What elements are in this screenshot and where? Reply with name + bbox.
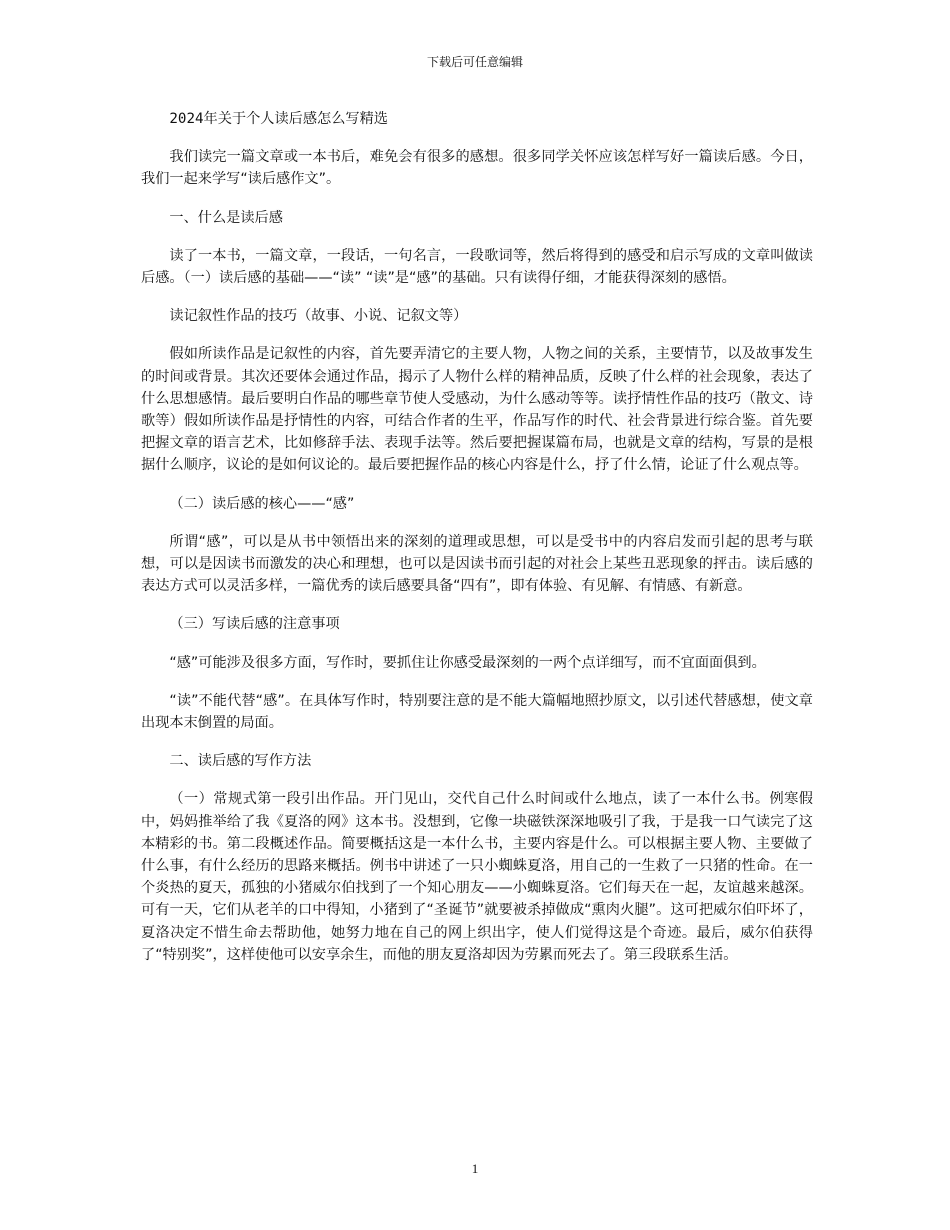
paragraph-method-conventional: （一）常规式第一段引出作品。开门见山，交代自己什么时间或什么地点，读了一本什么书。例寒假中，妈妈推举给了我《夏洛的网》这本书。没想到，它像一块磁铁深深地吸引了我，于是我一口气读完了这本精彩的书。第二段概述作品。简要概括这是一本什么书，主要内容是什么。可以根据主要人物、主要做了什么事，有什么经历的思路来概括。例书中讲述了一只小蜘蛛夏洛，用自己的一生救了一只猪的性命。在一个炎热的夏天，孤独的小猪威尔伯找到了一个知心朋友——小蜘蛛夏洛。它们每天在一起，友谊越来越深。可有一天，它们从老羊的口中得知，小猪到了“圣诞节”就要被杀掉做成“熏肉火腿”。这可把威尔伯吓坏了，夏洛决定不惜生命去帮助他，她努力地在自己的网上织出字，使人们觉得这是个奇迹。最后，威尔伯获得了“特别奖”，这样使他可以安享余生，而他的朋友夏洛却因为劳累而死去了。第三段联系生活。: [141, 791, 813, 963]
paragraph-note-focus: “感”可能涉及很多方面，写作时，要抓住让你感受最深刻的一两个点详细写，而不宜面面俱到。: [169, 654, 766, 671]
page-header: 下载后可任意编辑: [426, 55, 523, 69]
document-title: 2024年关于个人读后感怎么写精选: [169, 111, 388, 127]
paragraph-note-reading: “读”不能代替“感”。在具体写作时，特别要注意的是不能大篇幅地照抄原文，以引述代替感想，使文章出现本末倒置的局面。: [141, 692, 813, 732]
section-heading-what-is: 一、什么是读后感: [169, 209, 283, 226]
paragraph-reading-skills: 假如所读作品是记叙性的内容，首先要弄清它的主要人物，人物之间的关系，主要情节，以及故事发生的时间或背景。其次还要体会通过作品，揭示了人物什么样的精神品质，反映了什么样的社会现象，表达了什么思想感情。最后要明白作品的哪些章节使人受感动，为什么感动等等。读抒情性作品的技巧（散文、诗歌等）假如所读作品是抒情性的内容，可结合作者的生平，作品写作的时代、社会背景进行综合鉴。首先要把握文章的语言艺术，比如修辞手法、表现手法等。然后要把握谋篇布局，也就是文章的结构，写景的是根据什么顺序，议论的是如何议论的。最后要把握作品的核心内容是什么，抒了什么情，论证了什么观点等。: [141, 346, 813, 474]
section-heading-methods: 二、读后感的写作方法: [169, 753, 312, 770]
paragraph-definition: 读了一本书，一篇文章，一段话，一句名言，一段歌词等，然后将得到的感受和启示写成的文章叫做读后感。（一）读后感的基础——“读” “读”是“感”的基础。只有读得仔细，才能获得深刻的感悟。: [141, 247, 813, 287]
paragraph-intro: 我们读完一篇文章或一本书后，难免会有很多的感想。很多同学关怀应该怎样写好一篇读后感。今日，我们一起来学写“读后感作文”。: [141, 149, 813, 188]
subheading-notes: （三）写读后感的注意事项: [169, 616, 340, 633]
subheading-narrative-skills: 读记叙性作品的技巧（故事、小说、记叙文等）: [169, 308, 468, 325]
paragraph-core: 所谓“感”，可以是从书中领悟出来的深刻的道理或思想，可以是受书中的内容启发而引起的思考与联想，可以是因读书而激发的决心和理想，也可以是因读书而引起的对社会上某些丑恶现象的抨击。读后感的表达方式可以灵活多样，一篇优秀的读后感要具备“四有”，即有体验、有见解、有情感、有新意。: [141, 533, 813, 595]
document-body: [141, 108, 813, 982]
subheading-core: （二）读后感的核心——“感”: [169, 495, 355, 512]
page-number: 1: [471, 1161, 479, 1176]
